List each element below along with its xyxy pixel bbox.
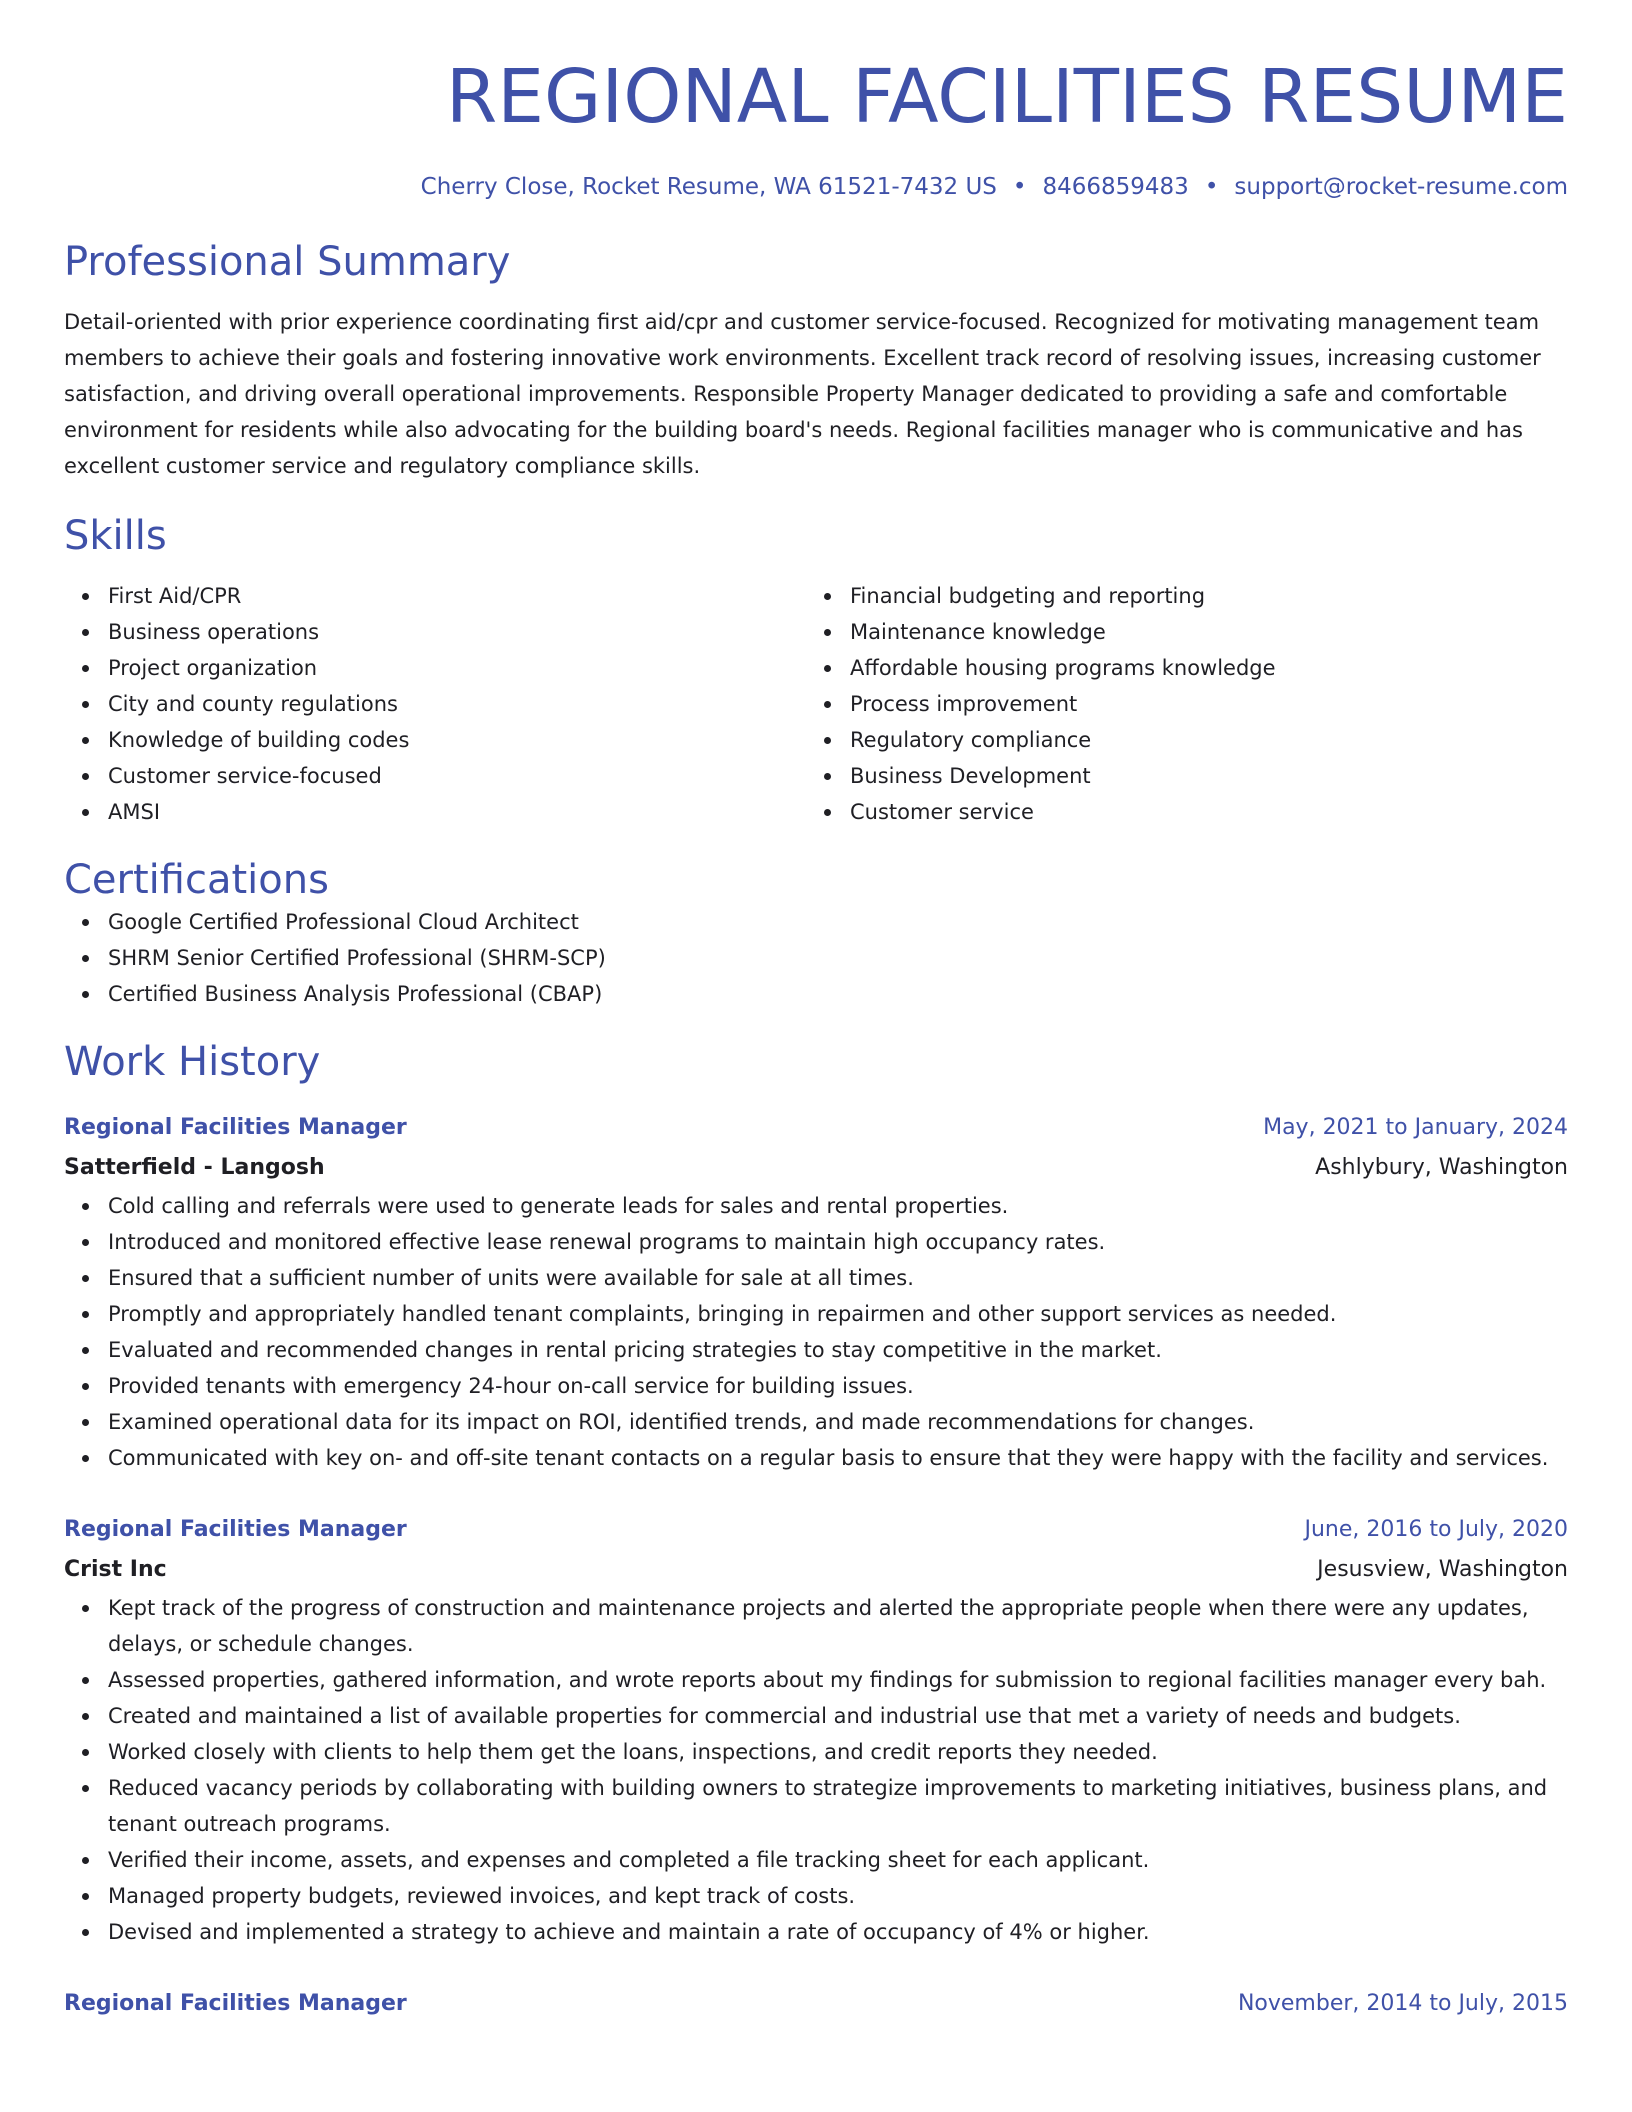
job-bullet: Devised and implemented a strategy to achieve and maintain a rate of occupancy of 4% or higher. bbox=[108, 1914, 1568, 1950]
summary-heading: Professional Summary bbox=[64, 239, 511, 285]
skill-item: Maintenance knowledge bbox=[850, 614, 1548, 650]
job-bullet: Verified their income, assets, and expenses and completed a file tracking sheet for each applicant. bbox=[108, 1842, 1568, 1878]
job-bullet: Cold calling and referrals were used to generate leads for sales and rental properties. bbox=[108, 1188, 1568, 1224]
job-entry bbox=[64, 1984, 1568, 2024]
job-bullet: Assessed properties, gathered information, and wrote reports about my findings for submission to regional facilities manager every bah. bbox=[108, 1662, 1568, 1698]
job-role: Regional Facilities Manager bbox=[64, 1115, 407, 1140]
job-bullet: Kept track of the progress of construction and maintenance projects and alerted the appropriate people when there were any updates, delays, or schedule changes. bbox=[108, 1590, 1568, 1662]
skill-item: Regulatory compliance bbox=[850, 722, 1548, 758]
job-bullet: Created and maintained a list of available properties for commercial and industrial use that met a variety of needs and budgets. bbox=[108, 1698, 1568, 1734]
skill-item: Process improvement bbox=[850, 686, 1548, 722]
job-header-row bbox=[64, 1510, 1568, 1550]
skills-list-left bbox=[64, 578, 806, 830]
skills-heading: Skills bbox=[64, 513, 167, 559]
job-header-row bbox=[64, 1108, 1568, 1148]
contact-email: support@rocket-resume.com bbox=[1234, 174, 1568, 200]
job-dates: June, 2016 to July, 2020 bbox=[1304, 1517, 1568, 1542]
certification-item: SHRM Senior Certified Professional (SHRM-SCP) bbox=[108, 940, 1568, 976]
resume-page bbox=[64, 0, 1568, 2024]
skills-grid bbox=[64, 578, 1568, 830]
job-header-row bbox=[64, 1984, 1568, 2024]
work-history-heading: Work History bbox=[64, 1039, 321, 1085]
contact-phone: 8466859483 bbox=[1042, 174, 1189, 200]
skill-item: AMSI bbox=[108, 794, 806, 830]
job-bullet: Examined operational data for its impact on ROI, identified trends, and made recommendations for changes. bbox=[108, 1404, 1568, 1440]
summary-text: Detail-oriented with prior experience coordinating first aid/cpr and customer service-focused. Recognized for motivating management team members to achieve their goals and fostering innovative work environments. Excellent track record of resolving issues, increasing customer satisfaction, and driving overall operational improvements. Responsible Property Manager dedicated to providing a safe and comfortable environment for residents while also advocating for the building board's needs. Regional facilities manager who is communicative and has excellent customer service and regulatory compliance skills. bbox=[64, 310, 1541, 478]
skill-item: Affordable housing programs knowledge bbox=[850, 650, 1548, 686]
skills-column-right bbox=[806, 578, 1548, 830]
job-company-row bbox=[64, 1550, 1568, 1590]
job-entry bbox=[64, 1510, 1568, 1950]
skill-item: Customer service-focused bbox=[108, 758, 806, 794]
job-bullet: Managed property budgets, reviewed invoices, and kept track of costs. bbox=[108, 1878, 1568, 1914]
job-location: Jesusview, Washington bbox=[1317, 1557, 1568, 1582]
skill-item: Business Development bbox=[850, 758, 1548, 794]
certifications-heading: Certifications bbox=[64, 857, 329, 903]
job-company-row bbox=[64, 1148, 1568, 1188]
job-bullet: Provided tenants with emergency 24-hour on-call service for building issues. bbox=[108, 1368, 1568, 1404]
job-dates: November, 2014 to July, 2015 bbox=[1237, 1991, 1568, 2016]
contact-separator: • bbox=[1204, 174, 1219, 200]
job-bullet: Evaluated and recommended changes in rental pricing strategies to stay competitive in the market. bbox=[108, 1332, 1568, 1368]
job-location: Ashlybury, Washington bbox=[1315, 1155, 1568, 1180]
job-role: Regional Facilities Manager bbox=[64, 1991, 407, 2016]
job-bullet: Promptly and appropriately handled tenant complaints, bringing in repairmen and other support services as needed. bbox=[108, 1296, 1568, 1332]
certifications-list bbox=[64, 904, 1568, 1012]
certification-item: Certified Business Analysis Professional (CBAP) bbox=[108, 976, 1568, 1012]
skill-item: Financial budgeting and reporting bbox=[850, 578, 1548, 614]
certification-item: Google Certified Professional Cloud Architect bbox=[108, 904, 1568, 940]
job-entry bbox=[64, 1108, 1568, 1476]
job-bullet: Ensured that a sufficient number of units were available for sale at all times. bbox=[108, 1260, 1568, 1296]
skill-item: City and county regulations bbox=[108, 686, 806, 722]
contact-address: Cherry Close, Rocket Resume, WA 61521-7432 US bbox=[420, 174, 997, 200]
skill-item: Business operations bbox=[108, 614, 806, 650]
job-dates: May, 2021 to January, 2024 bbox=[1263, 1115, 1568, 1140]
job-bullet: Communicated with key on- and off-site tenant contacts on a regular basis to ensure that they were happy with the facility and services. bbox=[108, 1440, 1568, 1476]
job-bullet: Reduced vacancy periods by collaborating with building owners to strategize improvements to marketing initiatives, business plans, and tenant outreach programs. bbox=[108, 1770, 1568, 1842]
skill-item: Knowledge of building codes bbox=[108, 722, 806, 758]
skill-item: Customer service bbox=[850, 794, 1548, 830]
resume-title: REGIONAL FACILITIES RESUME bbox=[445, 54, 1568, 140]
job-company: Crist Inc bbox=[64, 1557, 167, 1582]
job-role: Regional Facilities Manager bbox=[64, 1517, 407, 1542]
skills-column-left bbox=[64, 578, 806, 830]
job-bullet-list bbox=[64, 1188, 1568, 1476]
contact-separator: • bbox=[1012, 174, 1027, 200]
job-bullet-list bbox=[64, 1590, 1568, 1950]
contact-line bbox=[64, 174, 1568, 200]
skill-item: Project organization bbox=[108, 650, 806, 686]
skills-list-right bbox=[806, 578, 1548, 830]
job-company: Satterfield - Langosh bbox=[64, 1155, 325, 1180]
skill-item: First Aid/CPR bbox=[108, 578, 806, 614]
job-bullet: Introduced and monitored effective lease renewal programs to maintain high occupancy rates. bbox=[108, 1224, 1568, 1260]
job-bullet: Worked closely with clients to help them get the loans, inspections, and credit reports they needed. bbox=[108, 1734, 1568, 1770]
